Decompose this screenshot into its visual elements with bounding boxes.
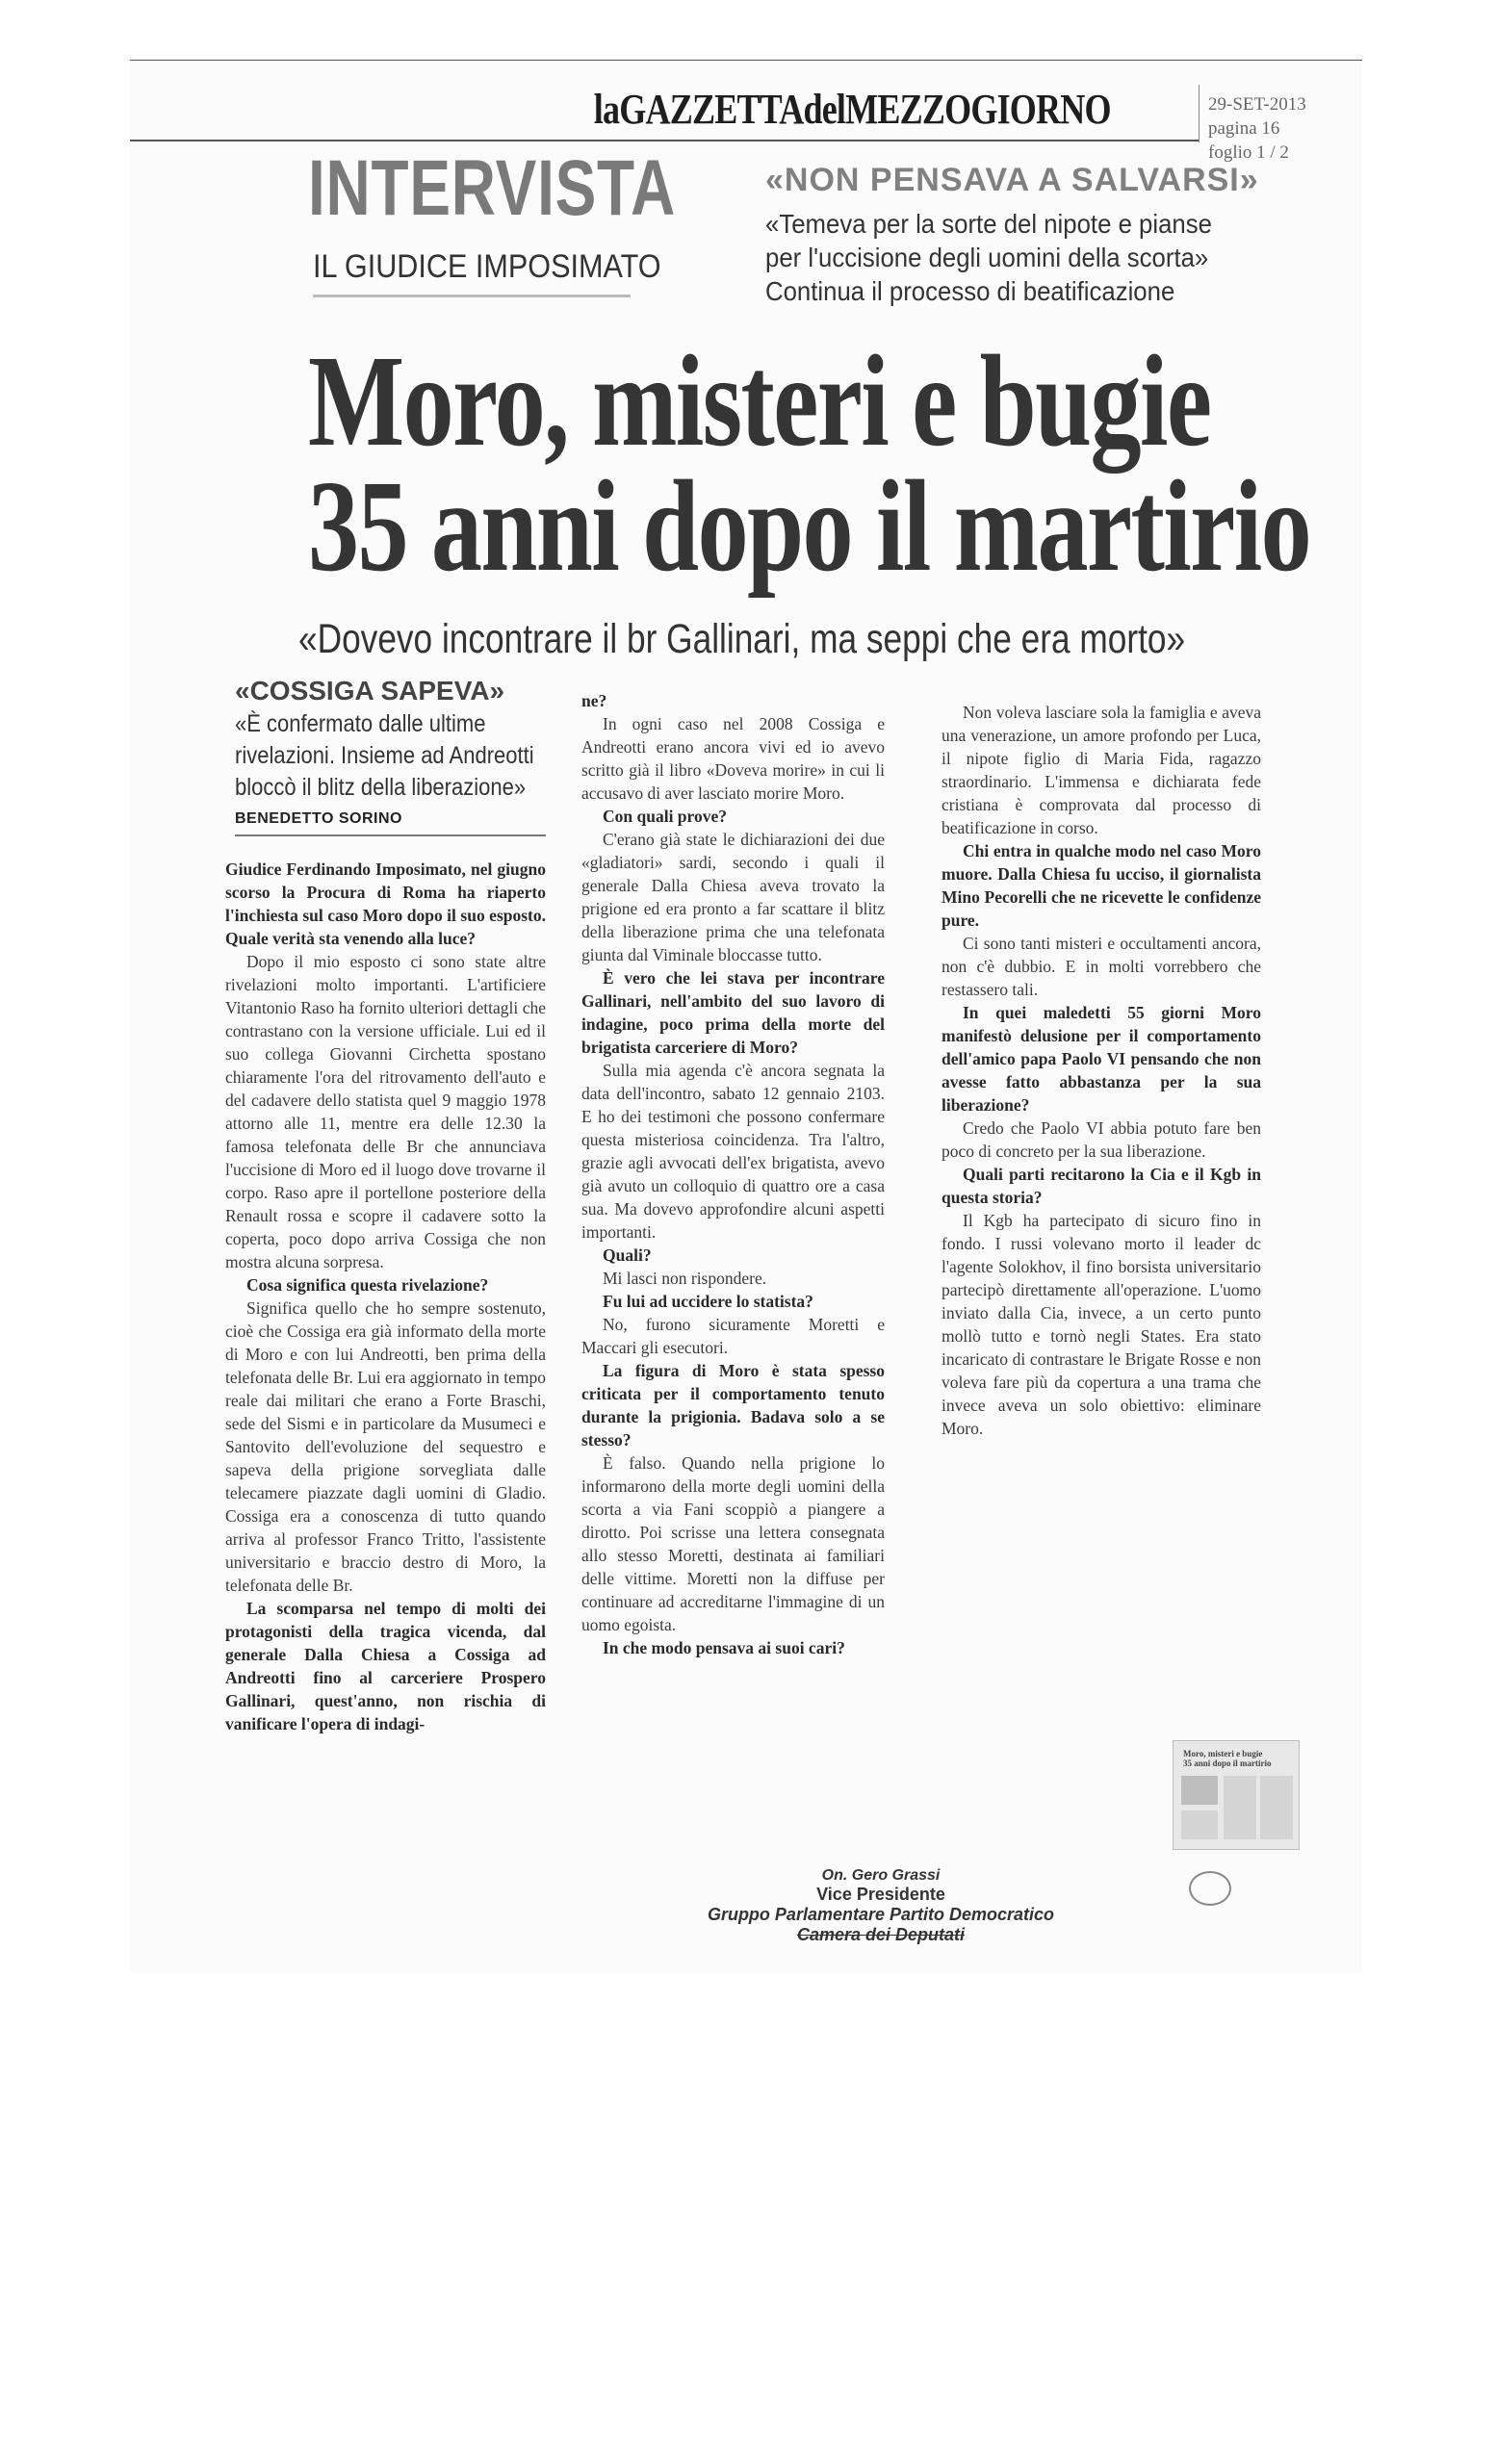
pull-quote-line: «È confermato dalle ultime	[235, 710, 486, 737]
pull-quote-line: bloccò il blitz della liberazione»	[235, 774, 527, 801]
pull-quote-body	[235, 708, 534, 804]
interview-question: Cosa significa questa rivelazione?	[246, 1275, 489, 1295]
thumbnail-title-2: 35 anni dopo il martirio	[1183, 1758, 1272, 1768]
clipping-page: pagina 16	[1208, 118, 1280, 139]
thumbnail-title-1: Moro, misteri e bugie	[1183, 1749, 1263, 1758]
interview-answer: È falso. Quando nella prigione lo informarono della morte degli uomini della scorta a via Fani scoppiò a piangere a dirotto. Poi scrisse una lettera consegnata allo stesso Moretti, destinata ai familiari delle vittime. Moretti non la diffuse per continuare ad accreditarne l'immagine di un uomo egoista.	[581, 1453, 885, 1634]
thumbnail-photo	[1181, 1776, 1218, 1805]
byline: BENEDETTO SORINO	[235, 808, 546, 836]
interview-question: ne?	[581, 691, 607, 710]
interview-question: È vero che lei stava per incontrare Gallinari, nell'ambito del suo lavoro di indagine, poco prima della morte del brigatista carceriere di Moro?	[581, 968, 885, 1057]
interview-answer: In ogni caso nel 2008 Cossiga e Andreotti erano ancora vivi ed io avevo scritto già il libro «Doveva morire» in cui li accusavo di aver lasciato morire Moro.	[581, 714, 885, 803]
thumbnail-text-block	[1224, 1776, 1256, 1839]
signature-chamber: Camera dei Deputati	[796, 1925, 966, 1944]
masthead-rule	[130, 140, 1199, 141]
interview-answer: C'erano già state le dichiarazioni dei due «gladiatori» sardi, secondo i quali il generale Dalla Chiesa aveva trovato la prigione ed era pronto a far scattare il blitz della liberazione prima che una telefonata giunta dal Viminale bloccasse tutto.	[581, 830, 885, 964]
section-subkicker: IL GIUDICE IMPOSIMATO	[313, 248, 661, 285]
interview-question: Fu lui ad uccidere lo statista?	[603, 1292, 813, 1311]
article-column-3	[941, 701, 1261, 1440]
interview-question: Con quali prove?	[603, 807, 728, 826]
interview-answer: Mi lasci non rispondere.	[603, 1269, 767, 1288]
pull-quote-line: rivelazioni. Insieme ad Andreotti	[235, 742, 534, 769]
signature-name: On. Gero Grassi	[821, 1867, 941, 1884]
interview-answer: Sulla mia agenda c'è ancora segnata la data dell'incontro, sabato 12 gennaio 2103. E ho dei testimoni che possono confermare questa misteriosa coincidenza. Tra l'altro, grazie agli avvocati dell'ex brigatista, avevo già avuto un colloquio di quattro ore a casa sua. Ma dovevo approfondire alcuni aspetti importanti.	[581, 1061, 885, 1242]
section-kicker: INTERVISTA	[308, 144, 677, 232]
top-rule	[130, 60, 1362, 61]
side-headline: «NON PENSAVA A SALVARSI»	[765, 162, 1259, 198]
side-quote-line: per l'uccisione degli uomini della scorta»	[765, 243, 1209, 272]
interview-question: In quei maledetti 55 giorni Moro manifestò delusione per il comportamento dell'amico papa Paolo VI pensando che non avesse fatto abbastanza per la sua liberazione?	[941, 1003, 1261, 1115]
thumbnail-text-block	[1260, 1776, 1293, 1839]
stamp-seal	[1189, 1871, 1231, 1906]
kicker-underline	[313, 295, 631, 297]
signature-block	[664, 1867, 1097, 1945]
interview-answer: No, furono sicuramente Moretti e Maccari gli esecutori.	[581, 1315, 885, 1357]
interview-question: Chi entra in qualche modo nel caso Moro muore. Dalla Chiesa fu ucciso, il giornalista Mino Pecorelli che ne ricevette le confidenze pure.	[941, 841, 1261, 930]
article-column-1	[223, 676, 546, 1735]
clipping-info	[1208, 92, 1306, 165]
interview-answer: Non voleva lasciare sola la famiglia e aveva una venerazione, un amore profondo per Luca, il nipote figlio di Maria Fida, ragazzo straordinario. L'immensa e dichiarata fede cristiana è comprovata dal processo di beatificazione in corso.	[941, 703, 1261, 837]
interview-question: Quali?	[603, 1245, 652, 1265]
signature-group: Gruppo Parlamentare Partito Democratico	[707, 1905, 1055, 1924]
side-quote-line: Continua il processo di beatificazione	[765, 276, 1175, 306]
interview-question: La figura di Moro è stata spesso criticata per il comportamento tenuto durante la prigionia. Badava solo a se stesso?	[581, 1361, 885, 1450]
side-quote	[765, 207, 1244, 308]
column-1-text	[225, 858, 546, 1735]
interview-answer: Il Kgb ha partecipato di sicuro fino in fondo. I russi volevano morto il leader dc l'agente Solokhov, il fino borsista universitario partecipò direttamente all'operazione. L'uomo inviato dalla Cia, invece, a un certo punto mollò tutto e tornò negli States. Era stato incaricato di contrastare le Brigate Rosse e non voleva fare più da copertura a una trama che invece aveva un solo obiettivo: eliminare Moro.	[941, 1211, 1261, 1438]
headline-line-2: 35 anni dopo il martirio	[308, 454, 1311, 599]
page-thumbnail	[1173, 1740, 1300, 1850]
main-headline	[308, 329, 1311, 599]
newspaper-masthead: laGAZZETTAdelMEZZOGIORNO	[593, 86, 1111, 133]
headline-line-1: Moro, misteri e bugie	[308, 329, 1211, 474]
interview-question: La scomparsa nel tempo di molti dei protagonisti della tragica vicenda, dal generale Dalla Chiesa a Cossiga ad Andreotti fino al carceriere Prospero Gallinari, quest'anno, non rischia di vanificare l'opera di indagi-	[225, 1599, 546, 1733]
signature-role: Vice Presidente	[816, 1885, 945, 1904]
interview-answer: Significa quello che ho sempre sostenuto, cioè che Cossiga era già informato della morte di Moro e con lui Andreotti, ben prima della telefonata delle Br. Lui era aggiornato in tempo reale dai militari che erano a Forte Braschi, sede del Sismi e in particolare da Musumeci e Santovito dell'evoluzione del sequestro e sapeva della prigione sorvegliata dalle telecamere piazzate dagli uomini di Gladio. Cossiga era a conoscenza di tutto quando arriva al professor Franco Tritto, l'assistente universitario e braccio destro di Moro, la telefonata delle Br.	[225, 1298, 546, 1595]
interview-answer: Credo che Paolo VI abbia potuto fare ben poco di concreto per la sua liberazione.	[941, 1118, 1261, 1161]
headline-subtitle: «Dovevo incontrare il br Gallinari, ma seppi che era morto»	[298, 616, 1186, 662]
article-column-2	[581, 689, 885, 1659]
interview-answer: Ci sono tanti misteri e occultamenti ancora, non c'è dubbio. E in molti vorrebbero che restassero tali.	[941, 934, 1261, 999]
pull-quote-head: «COSSIGA SAPEVA»	[235, 676, 505, 706]
clipping-sheet: foglio 1 / 2	[1208, 142, 1289, 163]
thumbnail-text-block	[1181, 1810, 1218, 1839]
interview-question: Giudice Ferdinando Imposimato, nel giugno scorso la Procura di Roma ha riaperto l'inchiesta sul caso Moro dopo il suo esposto. Quale verità sta venendo alla luce?	[225, 860, 546, 948]
clipping-date: 29-SET-2013	[1208, 94, 1306, 115]
side-quote-line: «Temeva per la sorte del nipote e pianse	[765, 209, 1212, 239]
interview-answer: Dopo il mio esposto ci sono state altre rivelazioni molto importanti. L'artificiere Vitantonio Raso ha fornito ulteriori dettagli che contrastano con la versione ufficiale. Lui ed il suo collega Giovanni Circhetta spostano chiaramente l'ora del ritrovamento dell'auto e del cadavere dello statista quel 9 maggio 1978 attorno alle 11, mentre era delle 12.30 la famosa telefonata delle Br che annunciava l'uccisione di Moro ed il luogo dove trovarne il corpo. Raso apre il portellone posteriore della Renault rossa e scopre il cadavere sotto la coperta, poco dopo arriva Cossiga che non mostra alcuna sorpresa.	[225, 952, 546, 1271]
interview-question: Quali parti recitarono la Cia e il Kgb in questa storia?	[941, 1165, 1261, 1207]
interview-question: In che modo pensava ai suoi cari?	[603, 1638, 845, 1657]
